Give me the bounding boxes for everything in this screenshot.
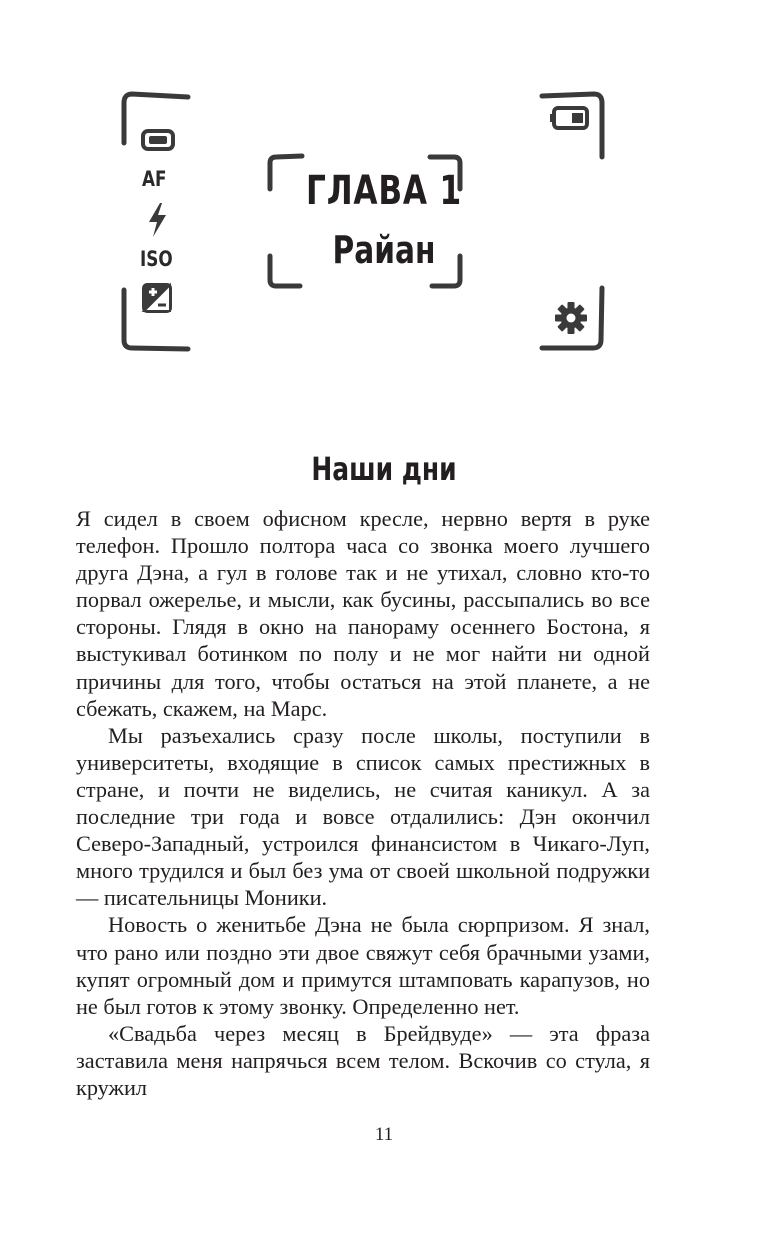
paragraph: Мы разъехались сразу после школы, поступили в университеты, входящие в список самых престижных в стране, и почти не виделись, не считая каникул. А за последние три года и вовсе отдалились: Дэн окончил Северо-Западный, устроился финансистом в Чикаго-Луп, много трудился и был без ума от своей школьной подружки — писательницы Моники. (76, 722, 650, 911)
autofocus-icon: AF (142, 167, 167, 191)
iso-icon: ISO (140, 247, 173, 271)
battery-level-icon (548, 105, 590, 131)
paragraph: Я сидел в своем офисном кресле, нервно вертя в руке телефон. Прошло полтора часа со звонка моего лучшего друга Дэна, а гул в голове так и не утихал, словно кто-то порвал ожерелье, и мысли, как бусины, рассыпались во все стороны. Глядя в окно на панораму осеннего Бостона, я выстукивал ботинком по полу и не мог найти ни одной причины для того, чтобы остаться на этой планете, а не сбежать, скажем, на Марс. (76, 506, 650, 721)
battery-outline-icon (140, 127, 178, 153)
paragraph: Новость о женитьбе Дэна не была сюрпризом. Я знал, что рано или поздно эти двое свяжут себя брачными узами, купят огромный дом и примутся штамповать карапузов, но не был готов к этому звонку. Определенно нет. (76, 912, 650, 1019)
viewfinder-brackets (110, 85, 620, 360)
chapter-label: ГЛАВА 1 (306, 168, 462, 214)
chapter-subtitle: Райан (332, 228, 436, 272)
section-title: Наши дни (311, 450, 457, 488)
paragraph: «Свадьба через месяц в Брейдвуде» — эта фраза заставила меня напрячься всем телом. Вскочив со стула, я кружил (76, 1020, 650, 1100)
page-number: 11 (374, 1124, 394, 1145)
exposure-icon (140, 281, 174, 315)
camera-viewfinder-frame (110, 85, 620, 360)
body-text (76, 505, 650, 1101)
settings-gear-icon (554, 301, 588, 335)
